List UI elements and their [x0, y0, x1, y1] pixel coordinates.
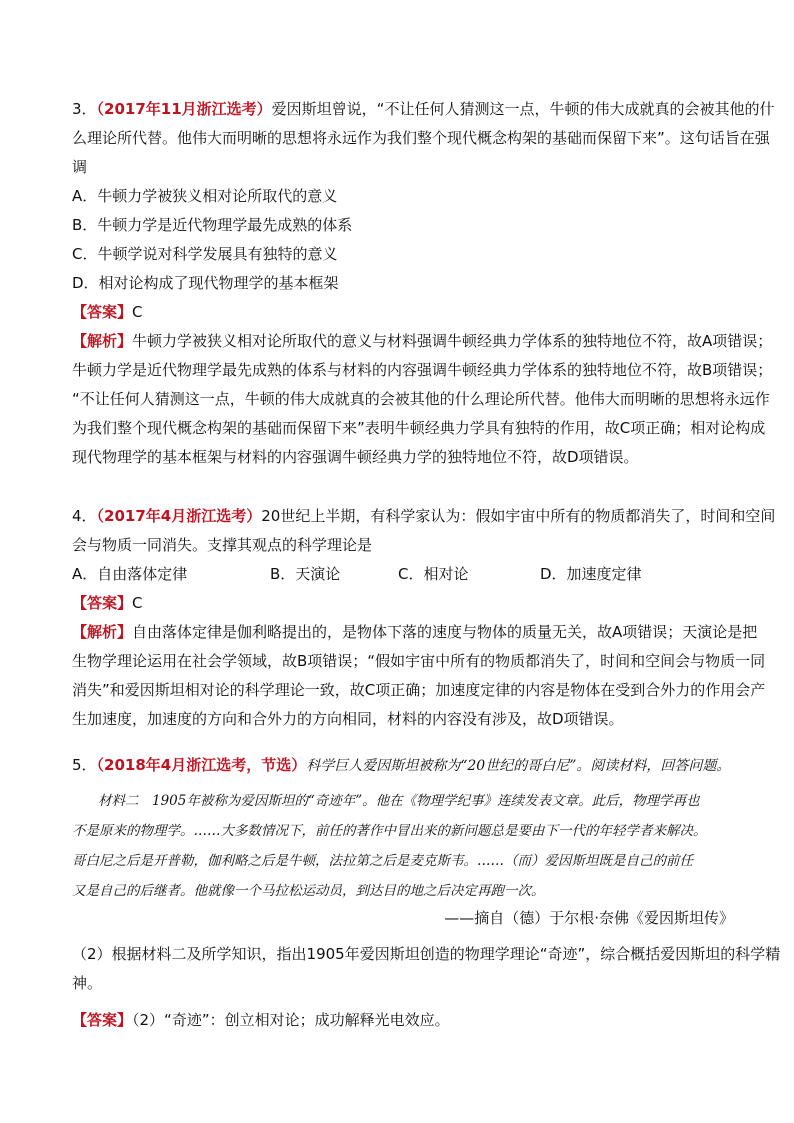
analysis-line-4: 生加速度，加速度的方向和合外力的方向相同，材料的内容没有涉及，故D项错误。 — [72, 710, 624, 728]
sub-question-line-2: 神。 — [72, 974, 103, 992]
analysis-line-4: 为我们整个现代概念构架的基础而保留下来”表明牛顿经典力学具有独特的作用，故C项正确；相对论构成 — [72, 419, 766, 437]
analysis-line-2: 牛顿力学是近代物理学最先成熟的体系与材料的内容强调牛顿经典力学体系的独特地位不符，故B项错误； — [72, 361, 773, 379]
question-3-stem-line-1 — [72, 95, 775, 124]
question-number: 3． — [72, 100, 97, 118]
analysis-text: 牛顿力学被狭义相对论所取代的意义与材料强调牛顿经典力学体系的独特地位不符，故A项错误； — [132, 332, 773, 350]
material-line-4: 又是自己的后继者。他就像一个马拉松运动员，到达目的地之后决定再跑一次。 — [72, 883, 545, 899]
analysis-line-1 — [72, 618, 758, 647]
question-source: （2018年4月浙江选考，节选） — [96, 756, 307, 774]
question-3-stem-line-2: 么理论所代替。他伟大而明晰的思想将永远作为我们整个现代概念构架的基础而保留下来”。这句话旨在强 — [72, 129, 770, 147]
citation: ——摘自（德）于尔根·奈佛《爱因斯坦传》 — [444, 909, 734, 927]
answer-value: C — [132, 594, 143, 612]
option-c: C．牛顿学说对科学发展具有独特的意义 — [72, 245, 338, 263]
question-5-stem — [72, 751, 734, 780]
question-5-sub-2 — [72, 940, 781, 1035]
answer-line — [72, 1006, 734, 1035]
material-line-1: 材料二 1905年被称为爱因斯坦的“奇迹年”。他在《物理学纪事》连续发表文章。此后，物理学再也 — [98, 793, 700, 809]
sub-question-line-1: （2）根据材料二及所学知识，指出1905年爱因斯坦创造的物理学理论“奇迹”，综合概括爱因斯坦的科学精 — [72, 945, 781, 963]
options-row — [72, 560, 734, 589]
material-line-3: 哥白尼之后是开普勒，伽利略之后是牛顿，法拉第之后是麦克斯韦。……（而）爱因斯坦既是自己的前任 — [72, 853, 693, 869]
question-4-stem-line-1 — [72, 502, 776, 531]
question-4 — [72, 502, 776, 734]
analysis-line-1 — [72, 327, 773, 356]
question-number: 5． — [72, 756, 97, 774]
analysis-text: 自由落体定律是伽利略提出的，是物体下落的速度与物体的质量无关，故A项错误；天演论是把 — [132, 623, 758, 641]
question-5 — [72, 751, 734, 780]
stem-text: 20世纪上半期，有科学家认为：假如宇宙中所有的物质都消失了，时间和空间 — [261, 507, 776, 525]
answer-label: 【答案】 — [72, 594, 133, 612]
stem-text: 爱因斯坦曾说，“不让任何人猜测这一点，牛顿的伟大成就真的会被其他的什 — [271, 100, 775, 118]
analysis-line-5: 现代物理学的基本框架与材料的内容强调牛顿经典力学的独特地位不符，故D项错误。 — [72, 448, 639, 466]
answer-value: （2）“奇迹”：创立相对论；成功解释光电效应。 — [132, 1011, 450, 1029]
answer-label: 【答案】 — [72, 1011, 133, 1029]
analysis-label: 【解析】 — [72, 623, 133, 641]
answer-value: C — [132, 303, 143, 321]
option-d: D．相对论构成了现代物理学的基本框架 — [72, 274, 339, 292]
answer-line — [72, 589, 734, 618]
question-source: （2017年11月浙江选考） — [96, 100, 272, 118]
analysis-line-3: 消失”和爱因斯坦相对论的科学理论一致，故C项正确；加速度定律的内容是物体在受到合外力的作用会产 — [72, 681, 766, 699]
question-4-stem-line-2: 会与物质一同消失。支撑其观点的科学理论是 — [72, 536, 373, 554]
material-two — [72, 786, 734, 906]
option-a: A．自由落体定律 — [72, 565, 188, 583]
answer-label: 【答案】 — [72, 303, 133, 321]
question-number: 4． — [72, 507, 97, 525]
analysis-line-3: “不让任何人猜测这一点，牛顿的伟大成就真的会被其他的什么理论所代替。他伟大而明晰的思想将永远作 — [72, 390, 770, 408]
option-d: D．加速度定律 — [540, 565, 642, 583]
question-3-stem-line-3: 调 — [72, 158, 88, 176]
option-a: A．牛顿力学被狭义相对论所取代的意义 — [72, 187, 338, 205]
answer-line — [72, 298, 734, 327]
stem-text: 科学巨人爱因斯坦被称为“20世纪的哥白尼”。阅读材料，回答问题。 — [306, 758, 731, 774]
material-line-2: 不是原来的物理学。……大多数情况下，前任的著作中冒出来的新问题总是要由下一代的年轻学者来解决。 — [72, 823, 707, 839]
analysis-label: 【解析】 — [72, 332, 133, 350]
option-c: C．相对论 — [398, 565, 469, 583]
analysis-line-2: 生物学理论运用在社会学领域，故B项错误；“假如宇宙中所有的物质都消失了，时间和空间会与物质一同 — [72, 652, 766, 670]
question-source: （2017年4月浙江选考） — [96, 507, 262, 525]
question-3 — [72, 95, 775, 472]
option-b: B．牛顿力学是近代物理学最先成熟的体系 — [72, 216, 353, 234]
option-b: B．天演论 — [270, 565, 341, 583]
